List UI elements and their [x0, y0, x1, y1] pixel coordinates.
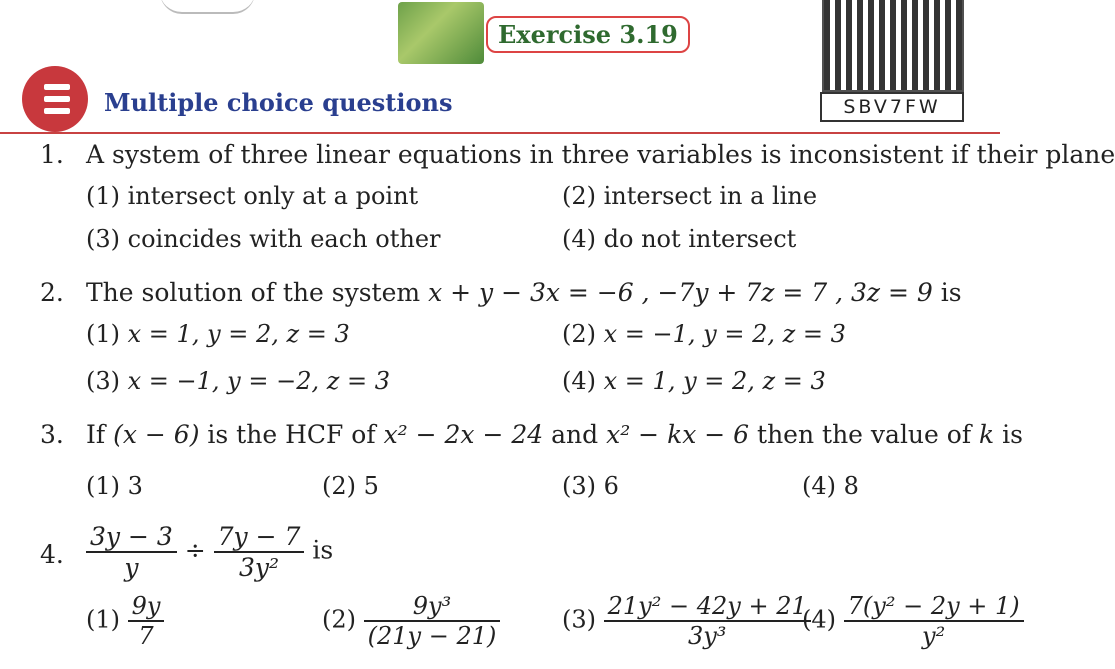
math-expression: (x − 6) [113, 420, 200, 449]
numerator: 21y² − 42y + 21 [604, 592, 811, 622]
option-math: x = 1, y = 2, z = 3 [603, 367, 826, 395]
option[interactable]: (2) intersect in a line [562, 182, 818, 210]
option[interactable] [562, 320, 846, 348]
option[interactable]: (3) 6 [562, 472, 619, 500]
option-label: (3) [86, 367, 120, 395]
option-math: x = 1, y = 2, z = 3 [127, 320, 350, 348]
question-text-suffix: is [940, 278, 962, 307]
option[interactable]: (2) 5 [322, 472, 379, 500]
question-number: 2. [40, 278, 64, 307]
numerator: 3y − 3 [86, 522, 177, 553]
denominator: y² [922, 622, 946, 650]
fraction [214, 522, 305, 582]
question-text-suffix: is [312, 535, 334, 565]
denominator: 7 [138, 622, 154, 650]
top-decoration [160, 0, 255, 14]
option[interactable] [562, 592, 811, 650]
math-expression: x + y − 3x = −6 , −7y + 7z = 7 , 3z = 9 [428, 278, 933, 307]
text-part: If [86, 420, 106, 449]
numerator: 7(y² − 2y + 1) [844, 592, 1024, 622]
text-part: then the value of [757, 420, 972, 449]
option-label: (2) [562, 320, 596, 348]
question-text [86, 420, 1023, 449]
mcq-list-icon [22, 66, 88, 132]
option[interactable]: (3) coincides with each other [86, 225, 441, 253]
fraction [86, 522, 177, 582]
question-text-prefix: The solution of the system [86, 278, 421, 307]
fraction [128, 592, 165, 650]
math-expression: x² − 2x − 24 [383, 420, 544, 449]
fraction [364, 592, 501, 650]
qr-code-icon[interactable] [822, 0, 964, 92]
math-expression: k [979, 420, 995, 449]
question-number: 3. [40, 420, 64, 449]
exercise-label: Exercise 3.19 [486, 16, 690, 53]
option-label: (4) [802, 605, 836, 634]
option[interactable]: (4) do not intersect [562, 225, 797, 253]
text-part: is the HCF of [207, 420, 376, 449]
option-label: (2) [322, 605, 356, 634]
fraction [604, 592, 811, 650]
math-expression: x² − kx − 6 [606, 420, 750, 449]
numerator: 9y³ [364, 592, 501, 622]
text-part: and [551, 420, 599, 449]
qr-code-text: SBV7FW [820, 92, 964, 122]
option-math: x = −1, y = 2, z = 3 [603, 320, 846, 348]
option[interactable] [562, 367, 826, 395]
option-label: (4) [562, 367, 596, 395]
question-number: 4. [40, 540, 64, 569]
question-number: 1. [40, 140, 64, 169]
option[interactable] [802, 592, 1024, 650]
option-math: x = −1, y = −2, z = 3 [127, 367, 391, 395]
question-text [86, 278, 962, 307]
option[interactable] [86, 320, 350, 348]
numerator: 9y [128, 592, 165, 622]
option[interactable]: (1) 3 [86, 472, 143, 500]
option[interactable] [86, 367, 390, 395]
option-label: (1) [86, 605, 120, 634]
denominator: (21y − 21) [367, 622, 497, 650]
question-expression [86, 522, 333, 582]
option-label: (3) [562, 605, 596, 634]
division-operator: ÷ [184, 535, 206, 565]
question-text: A system of three linear equations in three variables is inconsistent if their plane [86, 140, 1115, 169]
option[interactable]: (4) 8 [802, 472, 859, 500]
denominator: 3y³ [687, 622, 727, 650]
option[interactable] [86, 592, 164, 650]
divider [0, 132, 1000, 134]
fraction [844, 592, 1024, 650]
denominator: 3y² [239, 553, 280, 582]
option[interactable]: (1) intersect only at a point [86, 182, 419, 210]
exercise-illustration-icon [398, 2, 484, 64]
option[interactable] [322, 592, 500, 650]
section-title: Multiple choice questions [104, 88, 453, 117]
text-part: is [1002, 420, 1023, 449]
numerator: 7y − 7 [214, 522, 305, 553]
option-label: (1) [86, 320, 120, 348]
denominator: y [124, 553, 139, 582]
